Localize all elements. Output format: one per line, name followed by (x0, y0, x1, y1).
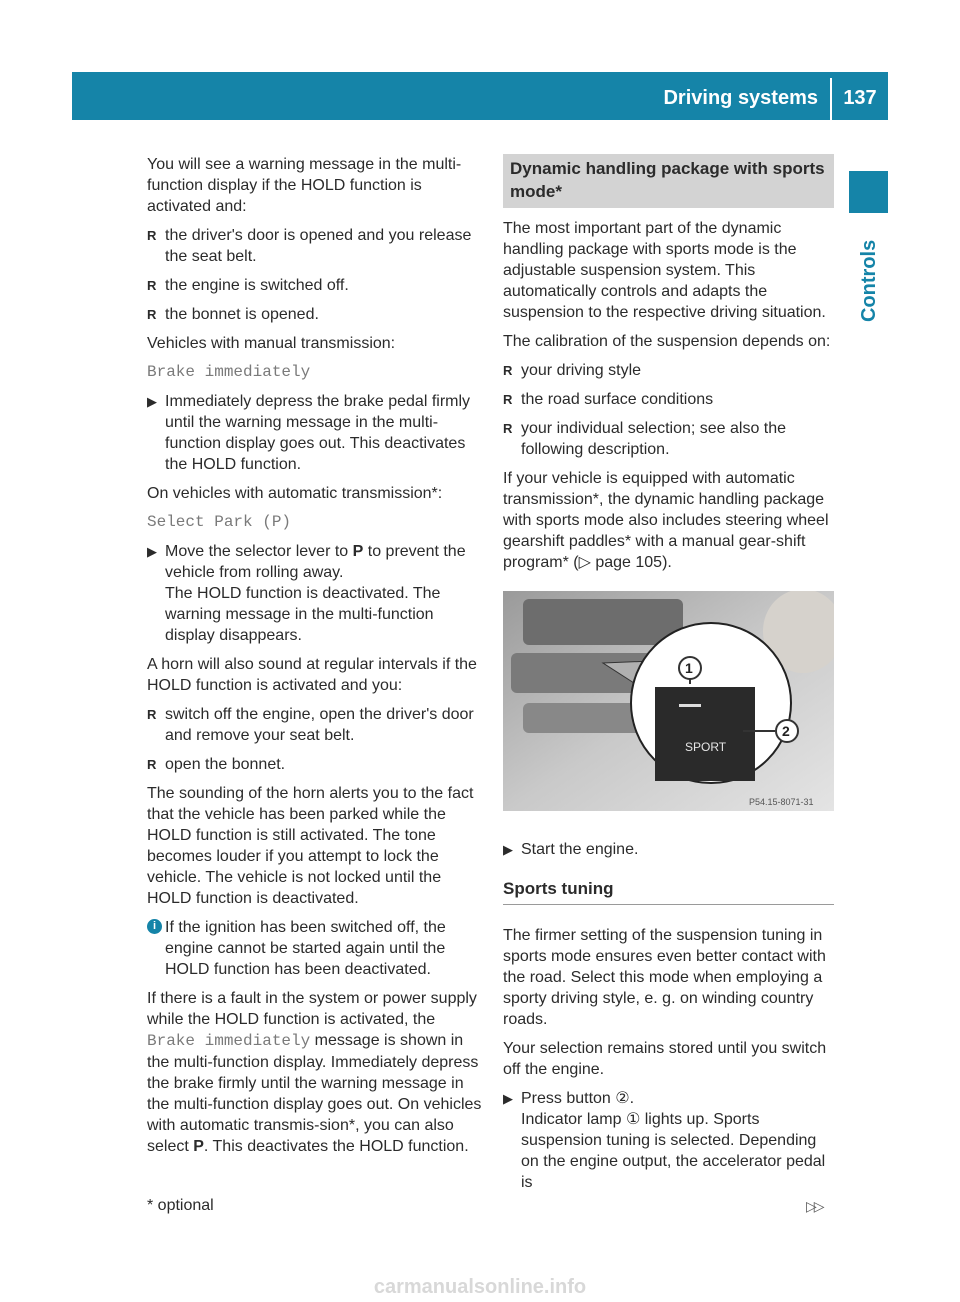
callout-1-label: 1 (685, 660, 693, 676)
section-title: Driving systems (663, 87, 818, 109)
left-column (147, 154, 482, 1165)
paragraph: The firmer setting of the suspension tuning in sports mode ensures even better contact with the road. Select this mode when employing a sporty driving style, e. g. on winding country roads. (503, 927, 826, 1028)
list-item: R the road surface conditions (503, 391, 714, 408)
side-tab-label: Controls (858, 239, 880, 322)
bullet-icon: R (503, 421, 513, 436)
list-item: R the engine is switched off. (147, 277, 349, 294)
bullet-icon: R (147, 228, 157, 243)
bullet-icon: R (147, 757, 157, 772)
paragraph: The most important part of the dynamic handling package with sports mode is the adjustable suspension system. This automatically controls and adapts the suspension to the respective driving situation. (503, 220, 826, 321)
list-item: R your individual selection; see also the following description. (503, 420, 787, 458)
side-tab (849, 171, 888, 213)
horn-intro: A horn will also sound at regular intervals if the HOLD function is activated and you: (147, 656, 477, 694)
sport-button-label: SPORT (685, 740, 727, 754)
info-icon: i (147, 919, 162, 934)
section-heading: Dynamic handling package with sports mode* (503, 154, 834, 208)
figure-code: P54.15-8071-31 (749, 797, 814, 807)
footnote: * optional (147, 1197, 214, 1214)
bullet-icon: R (147, 707, 157, 722)
list-item: R the bonnet is opened. (147, 306, 319, 323)
step-arrow-icon: ▶ (503, 842, 513, 857)
watermark: carmanualsonline.info (373, 1276, 587, 1298)
instruction-step: ▶ Start the engine. (503, 841, 639, 858)
paragraph: Your selection remains stored until you switch off the engine. (503, 1040, 827, 1078)
manual-label: Vehicles with manual transmission: (147, 335, 396, 352)
bullet-icon: R (503, 392, 513, 407)
list-item: R open the bonnet. (147, 756, 286, 773)
bullet-icon: R (147, 307, 157, 322)
instruction-step: ▶ Press button ②. Indicator lamp ① lights up. Sports suspension tuning is selected. Depending on the engine output, the accelerator pedal is (503, 1090, 826, 1191)
subsection-heading: Sports tuning (503, 878, 834, 905)
continue-icon: ▷▷ (806, 1198, 822, 1214)
bullet-icon: R (503, 363, 513, 378)
list-item: R the driver's door is opened and you release the seat belt. (147, 227, 472, 265)
step-arrow-icon: ▶ (147, 544, 157, 559)
console-panel (523, 599, 683, 645)
header-bar (72, 72, 888, 120)
step-arrow-icon: ▶ (503, 1091, 513, 1106)
list-item: R your driving style (503, 362, 642, 379)
display-message: Brake immediately (147, 363, 311, 381)
horn-paragraph: The sounding of the horn alerts you to the fact that the vehicle has been parked while the HOLD function is still activated. The tone becomes louder if you attempt to lock the vehicle. The vehicle is not locked until the HOLD function is deactivated. (147, 785, 474, 907)
sport-button (655, 687, 755, 781)
console-buttons-lower (523, 703, 643, 733)
fault-paragraph: If there is a fault in the system or power supply while the HOLD function is activated, the Brake immediately message is shown in the multi-function display. Immediately depress the brake firmly until the warning message in the multi-function display goes out. On vehicles with automatic transmis-sion*, you can also select P. This deactivates the HOLD function. (147, 990, 482, 1155)
display-message: Select Park (P) (147, 513, 292, 531)
sport-button-figure (503, 591, 834, 811)
instruction-step: ▶ Immediately depress the brake pedal firmly until the warning message in the multi-function display goes out. This deactivates the HOLD function. (147, 393, 471, 473)
paragraph: The calibration of the suspension depends on: (503, 333, 831, 350)
info-note: i If the ignition has been switched off, the engine cannot be started again until the HOLD function has been deactivated. (147, 917, 482, 980)
right-column (503, 154, 834, 1201)
paragraph: If your vehicle is equipped with automatic transmission*, the dynamic handling package with sports mode also includes steering wheel gearshift paddles* with a manual gear-shift program* (▷ page 105). (503, 470, 829, 571)
callout-2-label: 2 (782, 723, 790, 739)
bullet-icon: R (147, 278, 157, 293)
step-arrow-icon: ▶ (147, 394, 157, 409)
page-number: 137 (843, 87, 877, 109)
instruction-step: ▶ Move the selector lever to P to prevent the vehicle from rolling away. The HOLD function is deactivated. The warning message in the multi-function display disappears. (147, 543, 466, 644)
intro-paragraph: You will see a warning message in the multi-function display if the HOLD function is activated and: (147, 156, 462, 215)
list-item: R switch off the engine, open the driver's door and remove your seat belt. (147, 706, 474, 744)
indicator-lamp (679, 704, 701, 707)
auto-label: On vehicles with automatic transmission*: (147, 485, 443, 502)
